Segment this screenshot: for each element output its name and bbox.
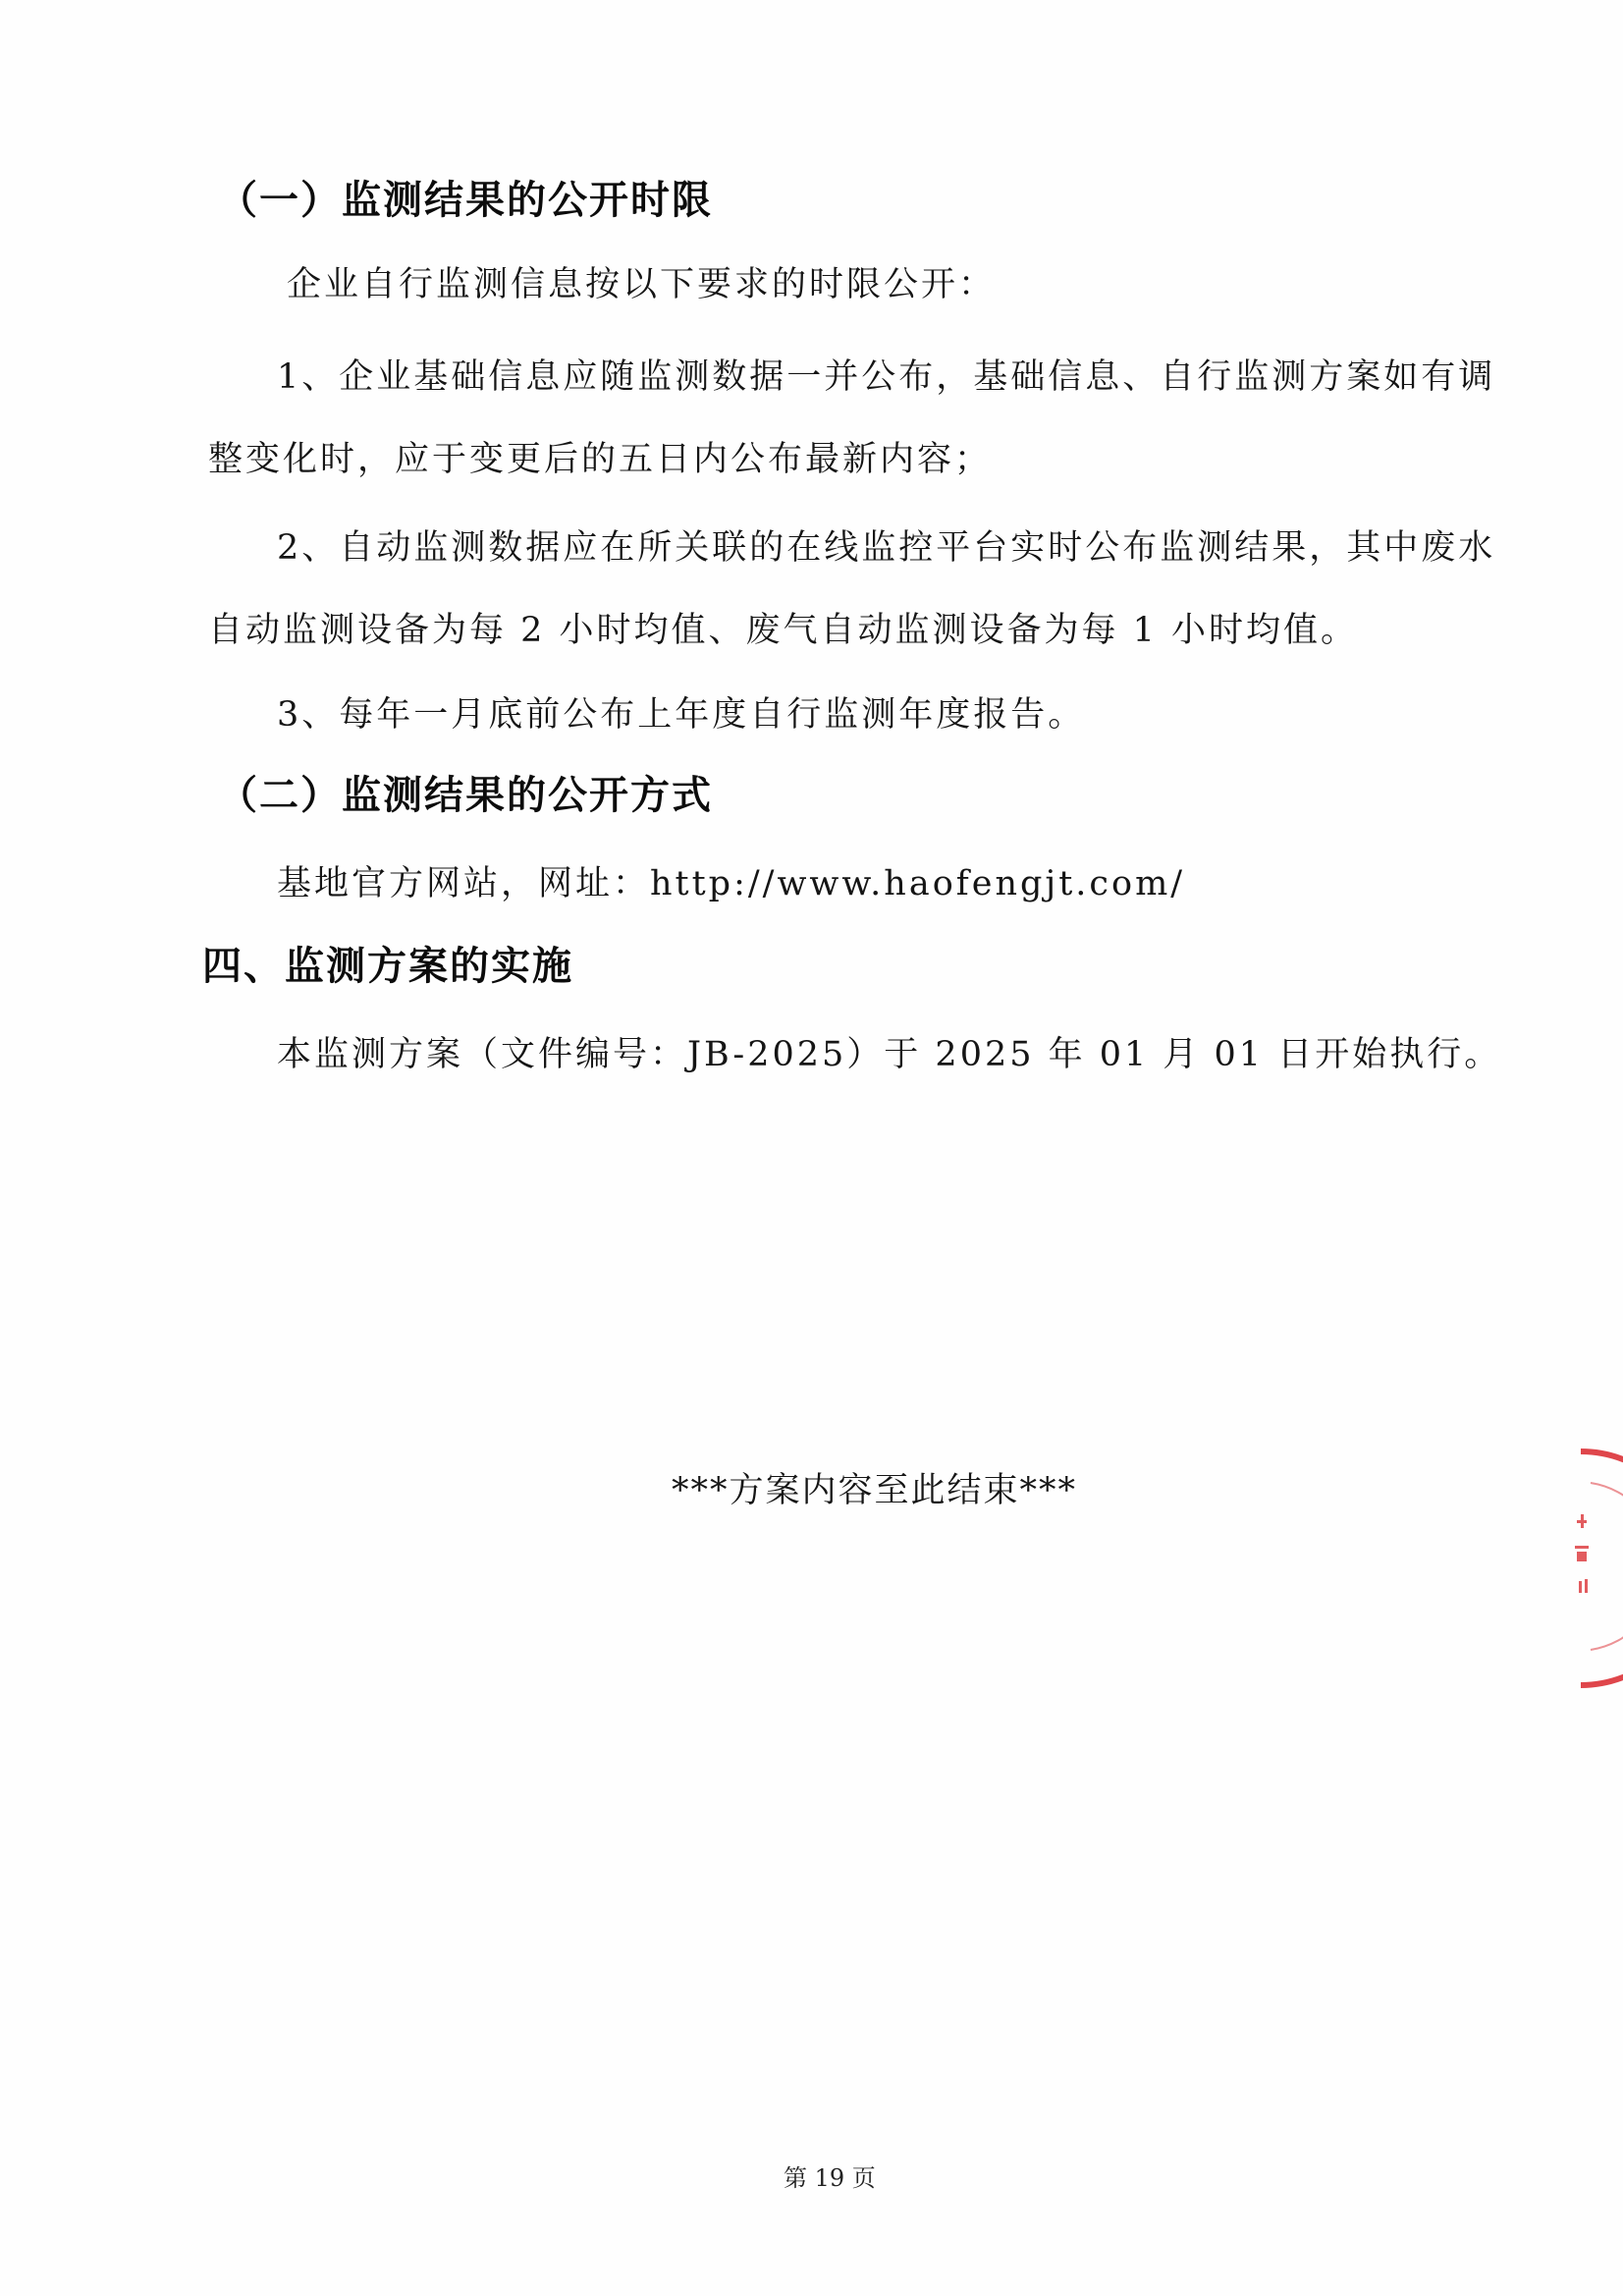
paragraph-item-2-line-2: 自动监测设备为每 2 小时均值、废气自动监测设备为每 1 小时均值。 [208,611,1359,650]
section-heading-disclosure-time-limit: （一）监测结果的公开时限 [218,178,713,223]
paragraph-item-1-line-2: 整变化时，应于变更后的五日内公布最新内容； [208,440,993,479]
section-heading-disclosure-method: （二）监测结果的公开方式 [218,773,713,818]
paragraph-implementation-date: 本监测方案（文件编号：JB-2025）于 2025 年 01 月 01 日开始执行。 [277,1035,1502,1074]
paragraph-item-2-line-1: 2、自动监测数据应在所关联的在线监控平台实时公布监测结果，其中废水 [277,528,1496,568]
red-seal-stamp-icon [1512,1444,1623,1699]
paragraph-item-3: 3、每年一月底前公布上年度自行监测年度报告。 [277,695,1086,735]
page-number: 第 19 页 [784,2164,876,2192]
paragraph-item-1-line-1: 1、企业基础信息应随监测数据一并公布，基础信息、自行监测方案如有调 [277,357,1496,397]
paragraph-website: 基地官方网站，网址：http://www.haofengjt.com/ [277,864,1186,903]
section-heading-plan-implementation: 四、监测方案的实施 [202,944,573,989]
paragraph-intro: 企业自行监测信息按以下要求的时限公开： [287,265,997,304]
end-of-plan-marker: ***方案内容至此结束*** [672,1471,1078,1510]
